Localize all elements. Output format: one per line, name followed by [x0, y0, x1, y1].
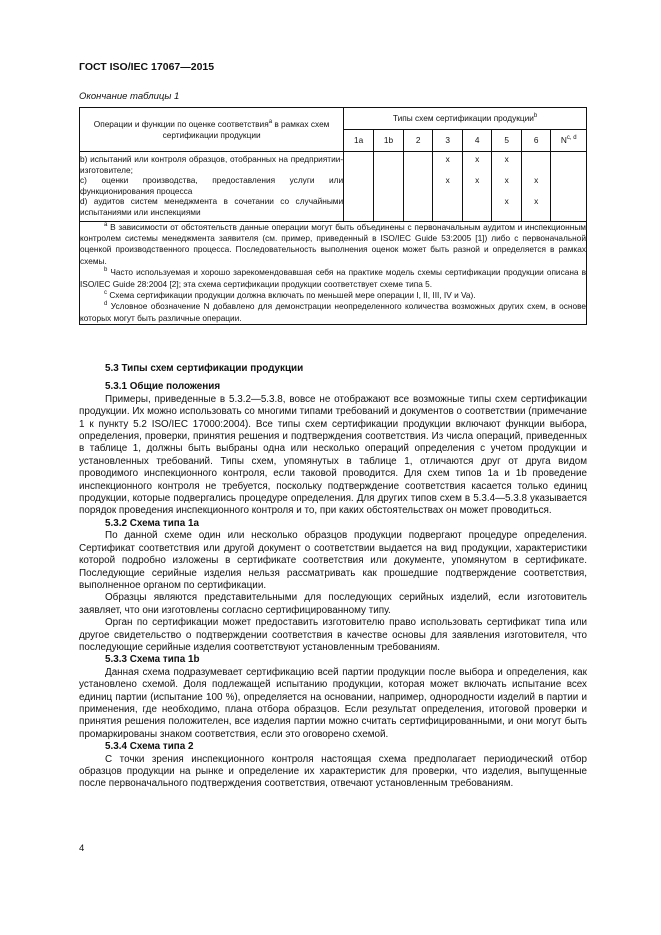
section-title: 5.3.4 Схема типа 2 [105, 741, 194, 753]
row-label: c) оценки производства, предоставления услуги или функционирования процесса [80, 175, 344, 196]
main-text [79, 363, 587, 791]
document-header: ГОСТ ISO/IEC 17067—2015 [79, 61, 215, 73]
paragraph: По данной схеме один или несколько образцов продукции подвергают процедуре определения. Сертификат соответствия или другой документ о соответствии выдается на вид продукции, характеристики которой подробно изложены в сертификате соответствия или документе, упомянутом в сертификате. Последующие серийные изделия нельзя рассматривать как прошедшие подтверждение соответствия, выполненное органом по сертификации. [79, 530, 587, 591]
section-title: 5.3.3 Схема типа 1b [105, 654, 200, 666]
row-mark [521, 152, 550, 176]
footnote: $^b$ Часто используемая и хорошо зарекомендовавшая себя на практике модель схемы сертификации продукции описана в ISO/IEC Guide 28:2004 [2]; эта схема сертификации продукции соответствует схеме типа 5. [80, 267, 586, 289]
table-notes-row [80, 221, 587, 325]
column-header: 1a [344, 130, 374, 152]
table-footnotes [80, 221, 587, 325]
section-title: 5.3.1 Общие положения [105, 381, 221, 393]
row-mark: x [492, 196, 521, 221]
row-mark [404, 152, 433, 176]
footnote: $^a$ В зависимости от обстоятельств данные операции могут быть объединены с первоначальным аудитом и инспекционным контролем системы менеджмента заявителя (см. пример, приведенный в ISO/IEC Guide 53:2005 [1]) либо с первоначальной оценкой производственного процесса. Последовательность выполнения оценок может быть разной и определяется в рамках схемы. [80, 221, 586, 266]
column-header: 2 [404, 130, 433, 152]
section-title: 5.3.2 Схема типа 1a [105, 517, 199, 529]
table-caption: Окончание таблицы 1 [79, 91, 180, 102]
column-header: 3 [433, 130, 462, 152]
table-row [80, 175, 587, 196]
column-header-n: N$^{c, d}$ [551, 130, 587, 152]
table-row [80, 196, 587, 221]
row-mark [404, 175, 433, 196]
column-header: 4 [462, 130, 491, 152]
row-mark: x [433, 152, 462, 176]
table-header-row [80, 108, 587, 130]
section-title: 5.3 Типы схем сертификации продукции [105, 363, 304, 374]
row-mark: x [492, 175, 521, 196]
row-mark [462, 196, 491, 221]
column-header: 5 [492, 130, 521, 152]
paragraph: Примеры, приведенные в 5.3.2—5.3.8, вовсе не отображают все возможные типы схем сертификации продукции. Их можно использовать со многими типами требований и документов о соответствии (примечание 1 к пункту 5.2 ISO/IEC 17000:2004). Все типы схем сертификации продукции включают функции выбора, определения, проверки, принятия решения и подтверждения соответствия. Из числа операций, приведенных в таблице 1, должны быть выбраны одна или несколько операций определения с учетом продукции и установленных требований. Типы схем, упомянутых в таблице 1, отличаются друг от друга видом проводимого инспекционного контроля, если таковой проводится. Для схем типов 1а и 1b проведение инспекционного контроля не требуется, поскольку подтверждение соответствия касается только единиц продукции, которые подвергались процедуре определения. Для других типов схем в 5.3.4—5.3.8 указывается порядок проведения инспекционного контроля и то, при каких обстоятельствах он может проводиться. [79, 393, 587, 517]
row-mark: x [462, 175, 491, 196]
paragraph: Орган по сертификации может предоставить изготовителю право использовать сертификат типа или другое свидетельство о подтверждении соответствия в качестве основы для заявления изготовителя, что последующие серийные изделия соответствуют установленным требованиям. [79, 617, 587, 653]
row-mark [551, 175, 587, 196]
row-label: b) испытаний или контроля образцов, отобранных на предприятии-изготовителе; [80, 152, 344, 176]
row-mark [344, 196, 374, 221]
footnote: $^c$ Схема сертификации продукции должна включать по меньшей мере операции I, II, III, IV и Va). [104, 290, 476, 300]
row-mark [433, 196, 462, 221]
row-mark [374, 152, 404, 176]
row-mark: x [433, 175, 462, 196]
row-mark [374, 196, 404, 221]
row-mark [551, 152, 587, 176]
column-header: 1b [374, 130, 404, 152]
paragraph: Данная схема подразумевает сертификацию всей партии продукции после выбора и определения, как установлено схемой. Доля подлежащей испытанию продукции, которая может включать испытание всех единиц партии (испытание 100 %), определяется на основании, например, однородности изделий в партии и применения, где необходимо, плана отбора образцов. Если результат определения, итоговой проверки и принятия решения положителен, все изделия партии можно считать сертифицированными, и они могут быть промаркированы знаком соответствия, если это оговорено схемой. [79, 666, 587, 740]
scheme-types-header: Типы схем сертификации продукции$^b$ [344, 108, 587, 130]
row-mark [344, 152, 374, 176]
row-mark: x [521, 175, 550, 196]
row-mark: x [521, 196, 550, 221]
footnote: $^d$ Условное обозначение N добавлено для демонстрации неопределенного количества возможных других схем, в основе которых могут быть различные операции. [80, 301, 586, 323]
operations-header: Операции и функции по оценке соответствия$^a$ в рамках схем сертификации продукции [80, 108, 344, 152]
row-mark [404, 196, 433, 221]
column-header: 6 [521, 130, 550, 152]
table-row [80, 152, 587, 176]
row-mark [374, 175, 404, 196]
row-mark: x [462, 152, 491, 176]
row-label: d) аудитов систем менеджмента в сочетании со случайными испытаниями или инспекциями [80, 196, 344, 221]
row-mark [344, 175, 374, 196]
row-mark [551, 196, 587, 221]
paragraph: Образцы являются представительными для последующих серийных изделий, если изготовитель заявляет, что они изготовлены согласно сертифицированному типу. [79, 592, 587, 616]
page-number: 4 [79, 843, 85, 854]
row-mark: x [492, 152, 521, 176]
certification-schemes-table [79, 107, 587, 325]
paragraph: С точки зрения инспекционного контроля настоящая схема предполагает периодический отбор образцов продукции на рынке и определение их характеристик для проверки, что изделия, выпущенные после первоначального подтверждения соответствия, отвечают установленным требованиям. [79, 753, 587, 790]
